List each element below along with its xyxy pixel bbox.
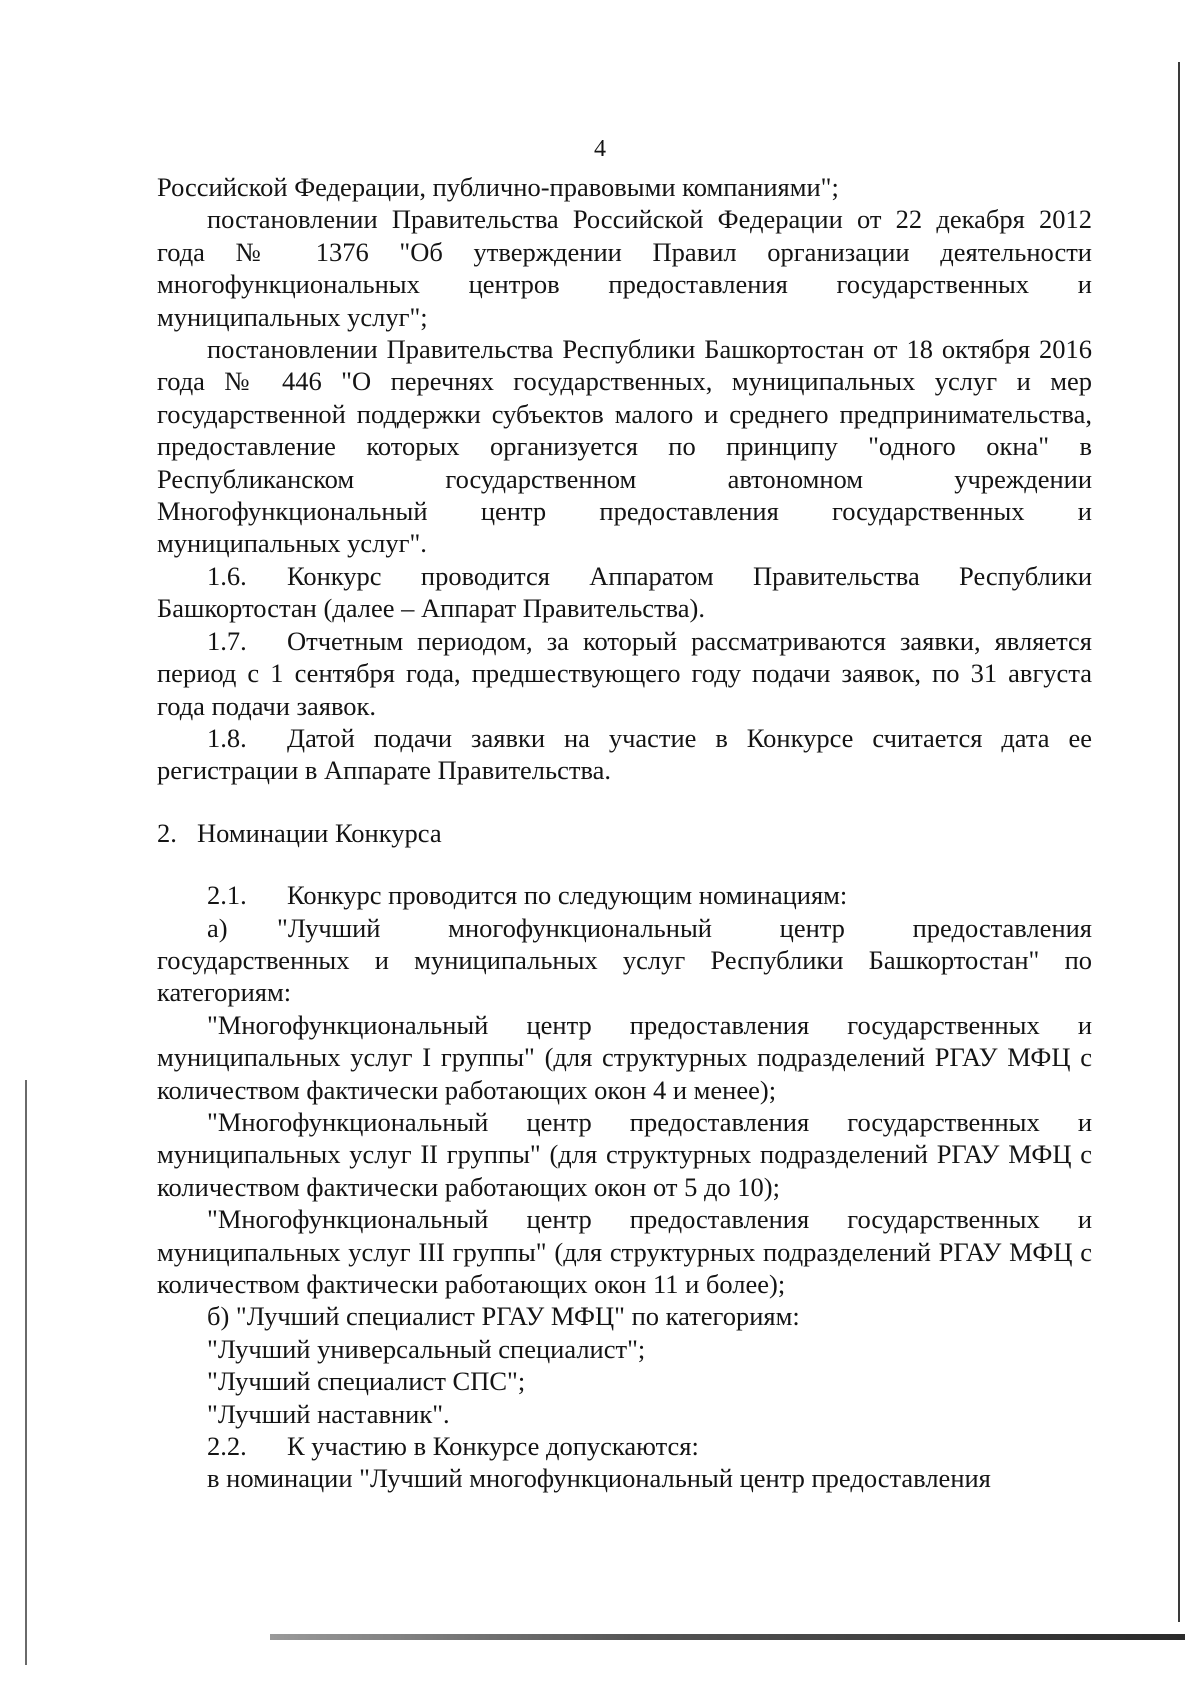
clause-number: 1.6. bbox=[207, 560, 247, 591]
paragraph-decree-1376: постановлении Правительства Российской Федерации от 22 декабря 2012 года № 1376 "Об утверждении Правил организации деятельности многофункциональных центров предоставления государственных и муниципальных услуг"; bbox=[157, 204, 1092, 332]
paragraph-admission: в номинации "Лучший многофункциональный центр предоставления bbox=[207, 1463, 991, 1494]
scan-edge-right bbox=[1178, 62, 1180, 1622]
clause-text: К участию в Конкурсе допускаются: bbox=[287, 1431, 699, 1462]
clause-1-6 bbox=[157, 560, 1092, 625]
clause-2-2 bbox=[157, 1430, 1092, 1462]
list-marker: а) bbox=[207, 912, 228, 943]
category-mentor: "Лучший наставник". bbox=[207, 1398, 450, 1429]
clause-number: 2.1. bbox=[207, 880, 247, 911]
clause-text: Конкурс проводится по следующим номинациям: bbox=[287, 880, 848, 911]
clause-number: 1.7. bbox=[207, 625, 247, 656]
section-number: 2. bbox=[157, 817, 177, 848]
clause-1-8 bbox=[157, 722, 1092, 787]
clause-2-1 bbox=[157, 879, 1092, 911]
clause-text: Конкурс проводится Аппаратом Правительства Республики Башкортостан (далее – Аппарат Правительства). bbox=[157, 560, 1092, 624]
clause-text: Датой подачи заявки на участие в Конкурсе считается дата ее регистрации в Аппарате Правительства. bbox=[157, 722, 1092, 786]
clause-number: 1.8. bbox=[207, 722, 247, 753]
nomination-text: "Лучший многофункциональный центр предоставления государственных и муниципальных услуг Республики Башкортостан" по категориям: bbox=[157, 912, 1092, 1008]
clause-1-7 bbox=[157, 625, 1092, 722]
category-group-1: "Многофункциональный центр предоставления государственных и муниципальных услуг I группы" (для структурных подразделений РГАУ МФЦ с количеством фактически работающих окон 4 и менее); bbox=[157, 1009, 1092, 1105]
category-group-2: "Многофункциональный центр предоставления государственных и муниципальных услуг II группы" (для структурных подразделений РГАУ МФЦ с количеством фактически работающих окон от 5 до 10); bbox=[157, 1106, 1092, 1202]
paragraph-continuation: Российской Федерации, публично-правовыми компаниями"; bbox=[157, 172, 839, 202]
nomination-b: б) "Лучший специалист РГАУ МФЦ" по категориям: bbox=[207, 1301, 800, 1332]
category-universal-specialist: "Лучший универсальный специалист"; bbox=[207, 1333, 646, 1364]
scan-edge-bottom bbox=[270, 1634, 1185, 1640]
nomination-a bbox=[157, 912, 1092, 1009]
category-sps-specialist: "Лучший специалист СПС"; bbox=[207, 1366, 526, 1397]
page-number: 4 bbox=[594, 136, 606, 162]
section-heading bbox=[157, 817, 1092, 849]
document-body bbox=[157, 171, 1092, 1495]
clause-number: 2.2. bbox=[207, 1431, 247, 1462]
scan-edge-left bbox=[25, 1080, 27, 1665]
clause-text: Отчетным периодом, за который рассматриваются заявки, является период с 1 сентября года, предшествующего году подачи заявок, по 31 августа года подачи заявок. bbox=[157, 625, 1092, 721]
category-group-3: "Многофункциональный центр предоставления государственных и муниципальных услуг III группы" (для структурных подразделений РГАУ МФЦ с количеством фактически работающих окон 11 и более); bbox=[157, 1204, 1092, 1299]
section-title: Номинации Конкурса bbox=[197, 817, 442, 848]
paragraph-decree-446: постановлении Правительства Республики Башкортостан от 18 октября 2016 года № 446 "О перечнях государственных, муниципальных услуг и мер государственной поддержки субъектов малого и среднего предпринимательства, предоставление которых организуется по принципу "одного окна" в Республиканском государственном автономном учреждении Многофункциональный центр предоставления государственных и муниципальных услуг". bbox=[157, 334, 1092, 559]
